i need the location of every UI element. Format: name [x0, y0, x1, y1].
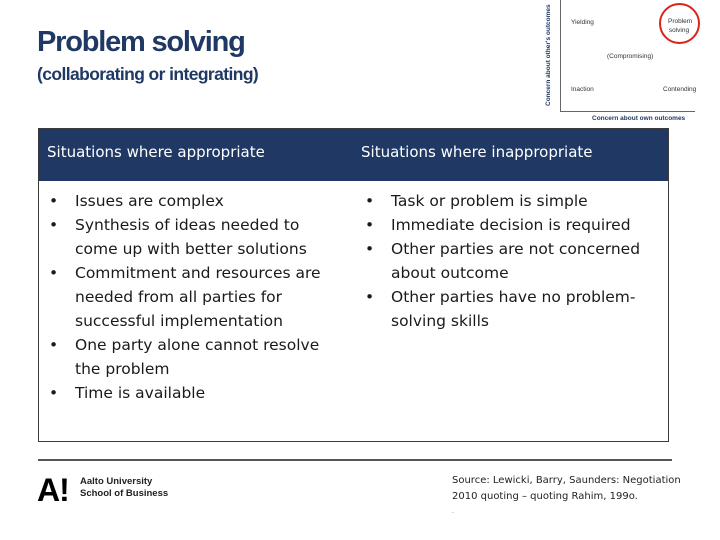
- footer-divider: [38, 459, 672, 461]
- list-item: • Other parties have no problem-solving skills: [361, 285, 661, 333]
- list-item: • Other parties are not concerned about outcome: [361, 237, 661, 285]
- quadrant-inaction: Inaction: [571, 86, 594, 93]
- logo-line2: School of Business: [80, 488, 169, 499]
- logo-bang: !: [59, 472, 69, 508]
- appropriate-list: [45, 189, 345, 405]
- list-item: • Commitment and resources are needed from all parties for successful implementation: [45, 261, 345, 333]
- quadrant-contending: Contending: [663, 86, 697, 93]
- source-line2: 2010 quoting – quoting Rahim, 199o.: [452, 491, 638, 502]
- list-item: • Time is available: [45, 381, 345, 405]
- quadrant-compromising: (Compromising): [607, 53, 654, 60]
- inappropriate-list: [361, 189, 661, 333]
- trailing-dot: .: [452, 508, 454, 515]
- list-item: • Issues are complex: [45, 189, 345, 213]
- aalto-logo-text: [80, 476, 168, 500]
- header-appropriate: Situations where appropriate: [47, 143, 265, 161]
- slide-title: Problem solving: [37, 26, 245, 58]
- quadrant-problem-solving: [668, 17, 693, 35]
- quadrant-problem-solving-line2: solving: [668, 27, 690, 34]
- aalto-logo-mark: [37, 474, 69, 506]
- table-header: [39, 129, 668, 181]
- diagram-x-axis-label: Concern about own outcomes: [592, 115, 686, 122]
- source-line1: Source: Lewicki, Barry, Saunders: Negotiation: [452, 475, 681, 486]
- list-item: • One party alone cannot resolve the problem: [45, 333, 345, 381]
- list-item: • Task or problem is simple: [361, 189, 661, 213]
- situations-table: [38, 128, 669, 442]
- diagram-y-axis-label: Concern about other's outcomes: [545, 4, 552, 106]
- source-citation: [452, 473, 682, 505]
- quadrant-problem-solving-line1: Problem: [668, 18, 693, 25]
- logo-line1: Aalto University: [80, 476, 153, 487]
- list-item: • Synthesis of ideas needed to come up with better solutions: [45, 213, 345, 261]
- slide-subtitle: (collaborating or integrating): [37, 64, 259, 84]
- logo-letter: A: [37, 472, 60, 508]
- header-inappropriate: Situations where inappropriate: [361, 143, 593, 161]
- quadrant-yielding: Yielding: [571, 19, 594, 26]
- list-item: • Immediate decision is required: [361, 213, 661, 237]
